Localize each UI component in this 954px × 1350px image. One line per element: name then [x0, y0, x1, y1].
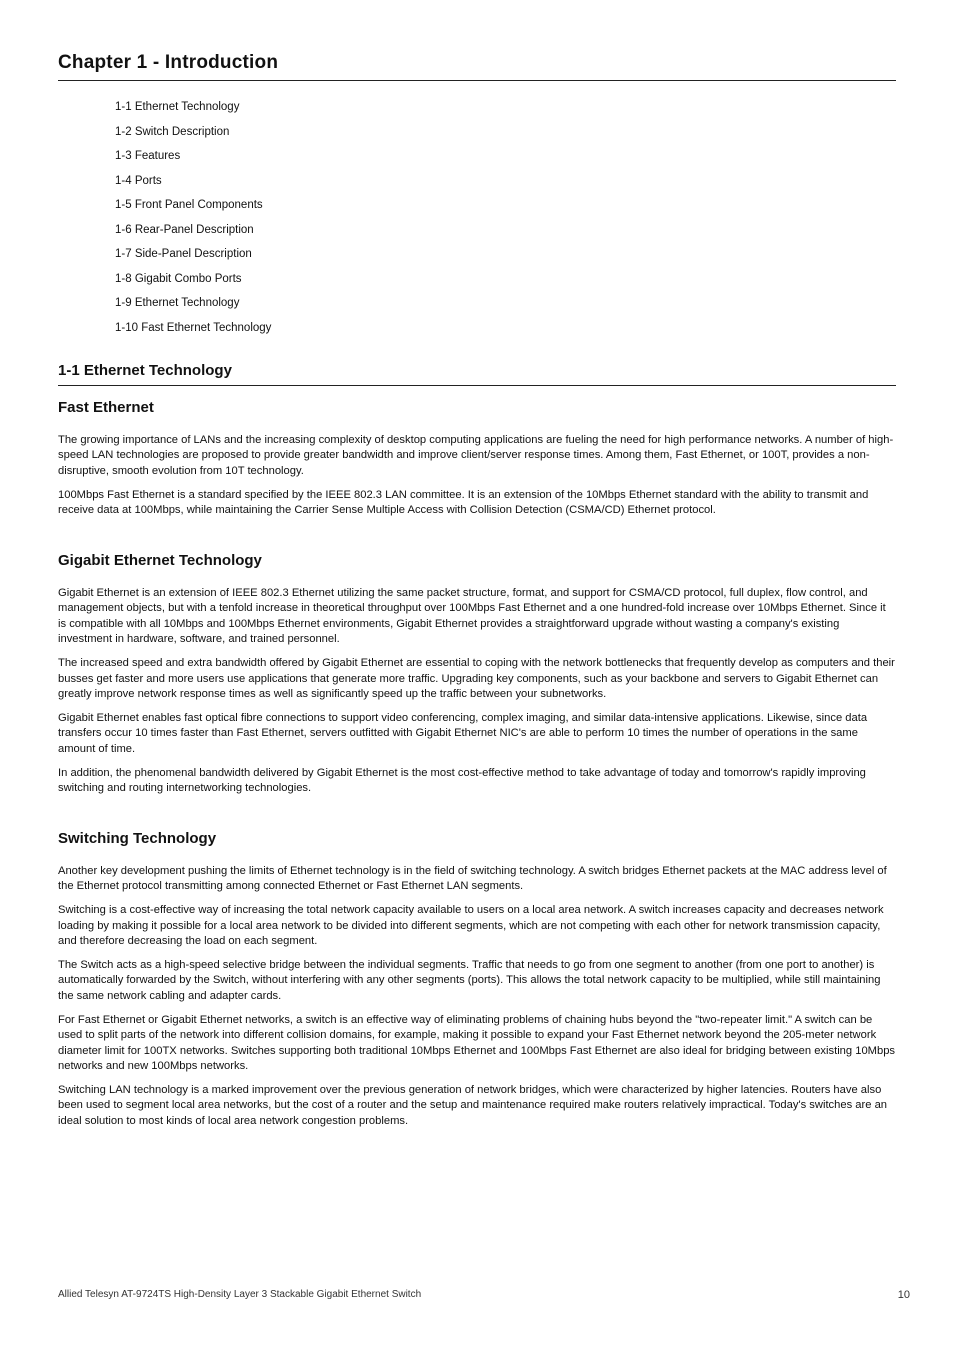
toc-item: 1-6 Rear-Panel Description — [115, 223, 254, 236]
toc-item: 1-9 Ethernet Technology — [115, 297, 240, 309]
paragraph: Another key development pushing the limits of Ethernet technology is in the field of switching technology. A switch bridges Ethernet packets at the MAC address level of the Ethernet protocol transmitting among connected Ethernet or Fast Ethernet LAN segments. — [58, 865, 887, 893]
paragraph: Gigabit Ethernet enables fast optical fibre connections to support video conferencing, complex imaging, and similar data-intensive applications. Likewise, since data transfers occur 10 times faster than Fast Ethernet, servers outfitted with Gigabit Ethernet NIC's are able to perform 10 times the number of operations in the same amount of time. — [58, 711, 868, 755]
paragraph: The increased speed and extra bandwidth offered by Gigabit Ethernet are essential to coping with the network bottlenecks that frequently develop as computers and their busses get faster and more users use applications that generate more traffic. Upgrading key components, such as your backbone and servers to Gigabit Ethernet can greatly improve network response times as well as significantly speed up the traffic between your subnetworks. — [58, 657, 895, 700]
footer-page-number: 10 — [897, 1289, 910, 1301]
toc-item: 1-7 Side-Panel Description — [115, 248, 252, 260]
footer-product-name: Allied Telesyn AT-9724TS High-Density Layer 3 Stackable Gigabit Ethernet Switch — [58, 1289, 422, 1300]
paragraph: Switching is a cost-effective way of increasing the total network capacity available to users on a local area network. A switch increases capacity and decreases network loading by making it possible for a local area network to be divided into different segments, which are not competing with each other for network transmission capacity, and therefore decreasing the load on each segment. — [58, 904, 884, 948]
toc-item: 1-2 Switch Description — [115, 125, 230, 138]
gigabit-body — [58, 586, 896, 805]
paragraph: The growing importance of LANs and the increasing complexity of desktop computing applications are fueling the need for high performance networks. A number of high-speed LAN technologies are proposed to provide greater bandwidth and improve client/server response times. Among them, Fast Ethernet, or 100T, provides a non-disruptive, smooth evolution from 10T technology. — [58, 434, 894, 477]
gigabit-heading: Gigabit Ethernet Technology — [58, 552, 262, 569]
toc-item: 1-8 Gigabit Combo Ports — [115, 272, 242, 285]
fast-ethernet-heading: Fast Ethernet — [58, 399, 154, 416]
paragraph: In addition, the phenomenal bandwidth delivered by Gigabit Ethernet is the most cost-effective method to take advantage of today and tomorrow's rapidly improving switching and routing internetworking technologies. — [58, 766, 866, 794]
paragraph: 100Mbps Fast Ethernet is a standard specified by the IEEE 802.3 LAN committee. It is an extension of the 10Mbps Ethernet standard with the ability to transmit and receive data at 100Mbps, while maintaining the Carrier Sense Multiple Access with Collision Detection (CSMA/CD) Ethernet protocol. — [58, 488, 869, 517]
table-of-contents — [115, 95, 271, 340]
section-rule — [58, 385, 896, 386]
paragraph: Gigabit Ethernet is an extension of IEEE 802.3 Ethernet utilizing the same packet structure, format, and support for CSMA/CD protocol, full duplex, flow control, and management objects, but with a tenfold increase in theoretical throughput over 100Mbps Fast Ethernet and a one hundred-fold increase over 10Mbps Ethernet. Since it is compatible with all 10Mbps and 100Mbps Ethernet environments, Gigabit Ethernet provides a straightforward upgrade without wasting a company's existing investment in hardware, software, and trained personnel. — [58, 587, 886, 646]
paragraph: For Fast Ethernet or Gigabit Ethernet networks, a switch is an effective way of eliminating problems of chaining hubs beyond the "two-repeater limit." A switch can be used to split parts of the network into different collision domains, for example, making it possible to expand your Fast Ethernet network beyond the 205-meter network diameter limit for 100TX networks. Switches supporting both traditional 10Mbps Ethernet and 100Mbps Fast Ethernet are also ideal for bridging between existing 10Mbps networks and new 100Mbps networks. — [58, 1013, 896, 1072]
toc-item: 1-4 Ports — [115, 174, 162, 187]
fast-ethernet-body — [58, 433, 896, 527]
switching-heading: Switching Technology — [58, 830, 217, 847]
chapter-rule — [58, 80, 896, 81]
section-title: 1-1 Ethernet Technology — [58, 362, 232, 379]
chapter-title: Chapter 1 - Introduction — [58, 52, 279, 73]
paragraph: Switching LAN technology is a marked improvement over the previous generation of network bridges, which were characterized by higher latencies. Routers have also been used to segment local area networks, but the cost of a router and the setup and maintenance required make routers relatively impractical. Today's switches are an ideal solution to most kinds of local area network congestion problems. — [58, 1083, 888, 1127]
toc-item: 1-3 Features — [115, 150, 181, 162]
toc-item: 1-1 Ethernet Technology — [115, 101, 240, 113]
paragraph: The Switch acts as a high-speed selective bridge between the individual segments. Traffic that needs to go from one segment to another (from one port to another) is automatically forwarded by the Switch, without interfering with any other segments (ports). This allows the total network capacity to be multiplied, while still maintaining the same network cabling and adapter cards. — [58, 959, 881, 1002]
toc-item: 1-5 Front Panel Components — [115, 199, 263, 211]
switching-body — [58, 864, 896, 1138]
toc-item: 1-10 Fast Ethernet Technology — [115, 321, 272, 334]
